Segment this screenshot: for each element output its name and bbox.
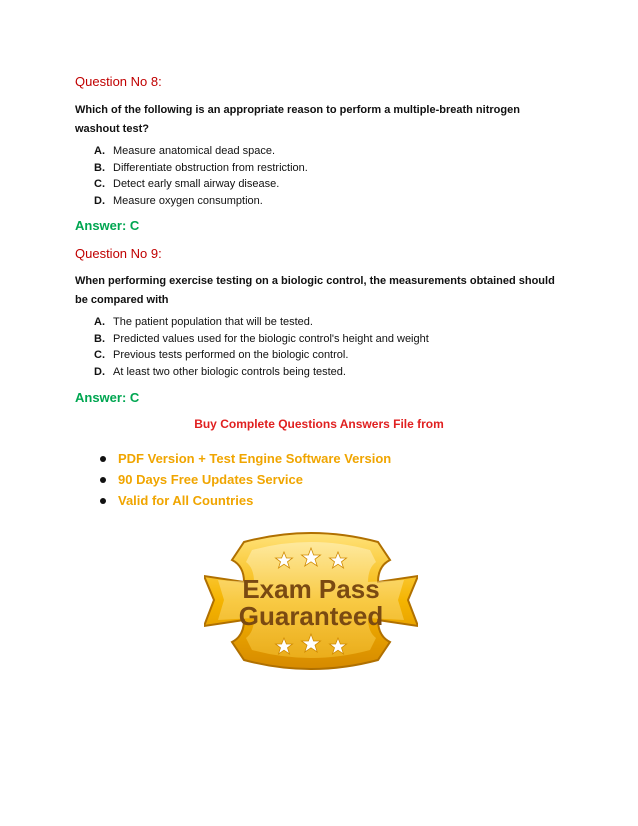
question-9-text: When performing exercise testing on a biologic control, the measurements obtained should be compared with <box>75 275 555 306</box>
question-9-answer: Answer: C <box>75 390 140 405</box>
option-d <box>94 364 429 381</box>
option-text: The patient population that will be tested. <box>113 316 313 328</box>
option-b <box>94 160 308 177</box>
feature-item <box>100 490 391 511</box>
option-letter: B. <box>94 161 105 174</box>
option-c <box>94 176 308 193</box>
option-text: Measure oxygen consumption. <box>113 194 263 207</box>
question-8-title: Question No 8: <box>75 74 162 89</box>
feature-text: Valid for All Countries <box>118 493 254 508</box>
option-b <box>94 331 429 348</box>
option-letter: B. <box>94 332 105 345</box>
option-text: Measure anatomical dead space. <box>113 145 276 157</box>
option-letter: C. <box>94 178 105 190</box>
option-text: Detect early small airway disease. <box>113 178 280 190</box>
question-9-options <box>94 314 429 380</box>
option-text: Predicted values used for the biologic control's height and weight <box>113 332 429 345</box>
badge-line-2: Guaranteed <box>238 601 384 631</box>
option-d <box>94 193 308 210</box>
feature-text: 90 Days Free Updates Service <box>118 472 303 487</box>
bullet-icon <box>100 456 106 462</box>
feature-list <box>100 448 391 511</box>
option-letter: D. <box>94 194 105 207</box>
question-8-text: Which of the following is an appropriate reason to perform a multiple-breath nitrogen washout test? <box>75 104 520 135</box>
feature-item <box>100 448 391 469</box>
option-a <box>94 314 429 331</box>
bullet-icon <box>100 477 106 483</box>
feature-text: PDF Version + Test Engine Software Version <box>118 451 392 466</box>
option-letter: C. <box>94 349 105 361</box>
question-8-options <box>94 143 308 209</box>
feature-item <box>100 469 391 490</box>
option-c <box>94 347 429 364</box>
option-letter: A. <box>94 316 105 328</box>
option-letter: A. <box>94 145 105 157</box>
question-8-answer: Answer: C <box>75 218 140 233</box>
exam-pass-guaranteed-badge-icon <box>204 530 418 670</box>
option-text: At least two other biologic controls being tested. <box>113 365 346 378</box>
option-text: Previous tests performed on the biologic control. <box>113 349 349 361</box>
bullet-icon <box>100 498 106 504</box>
question-9-title: Question No 9: <box>75 246 162 261</box>
option-text: Differentiate obstruction from restriction. <box>113 161 308 174</box>
buy-complete-link[interactable]: Buy Complete Questions Answers File from <box>194 417 444 431</box>
option-letter: D. <box>94 365 105 378</box>
badge-line-1: Exam Pass <box>242 574 380 604</box>
option-a <box>94 143 308 160</box>
